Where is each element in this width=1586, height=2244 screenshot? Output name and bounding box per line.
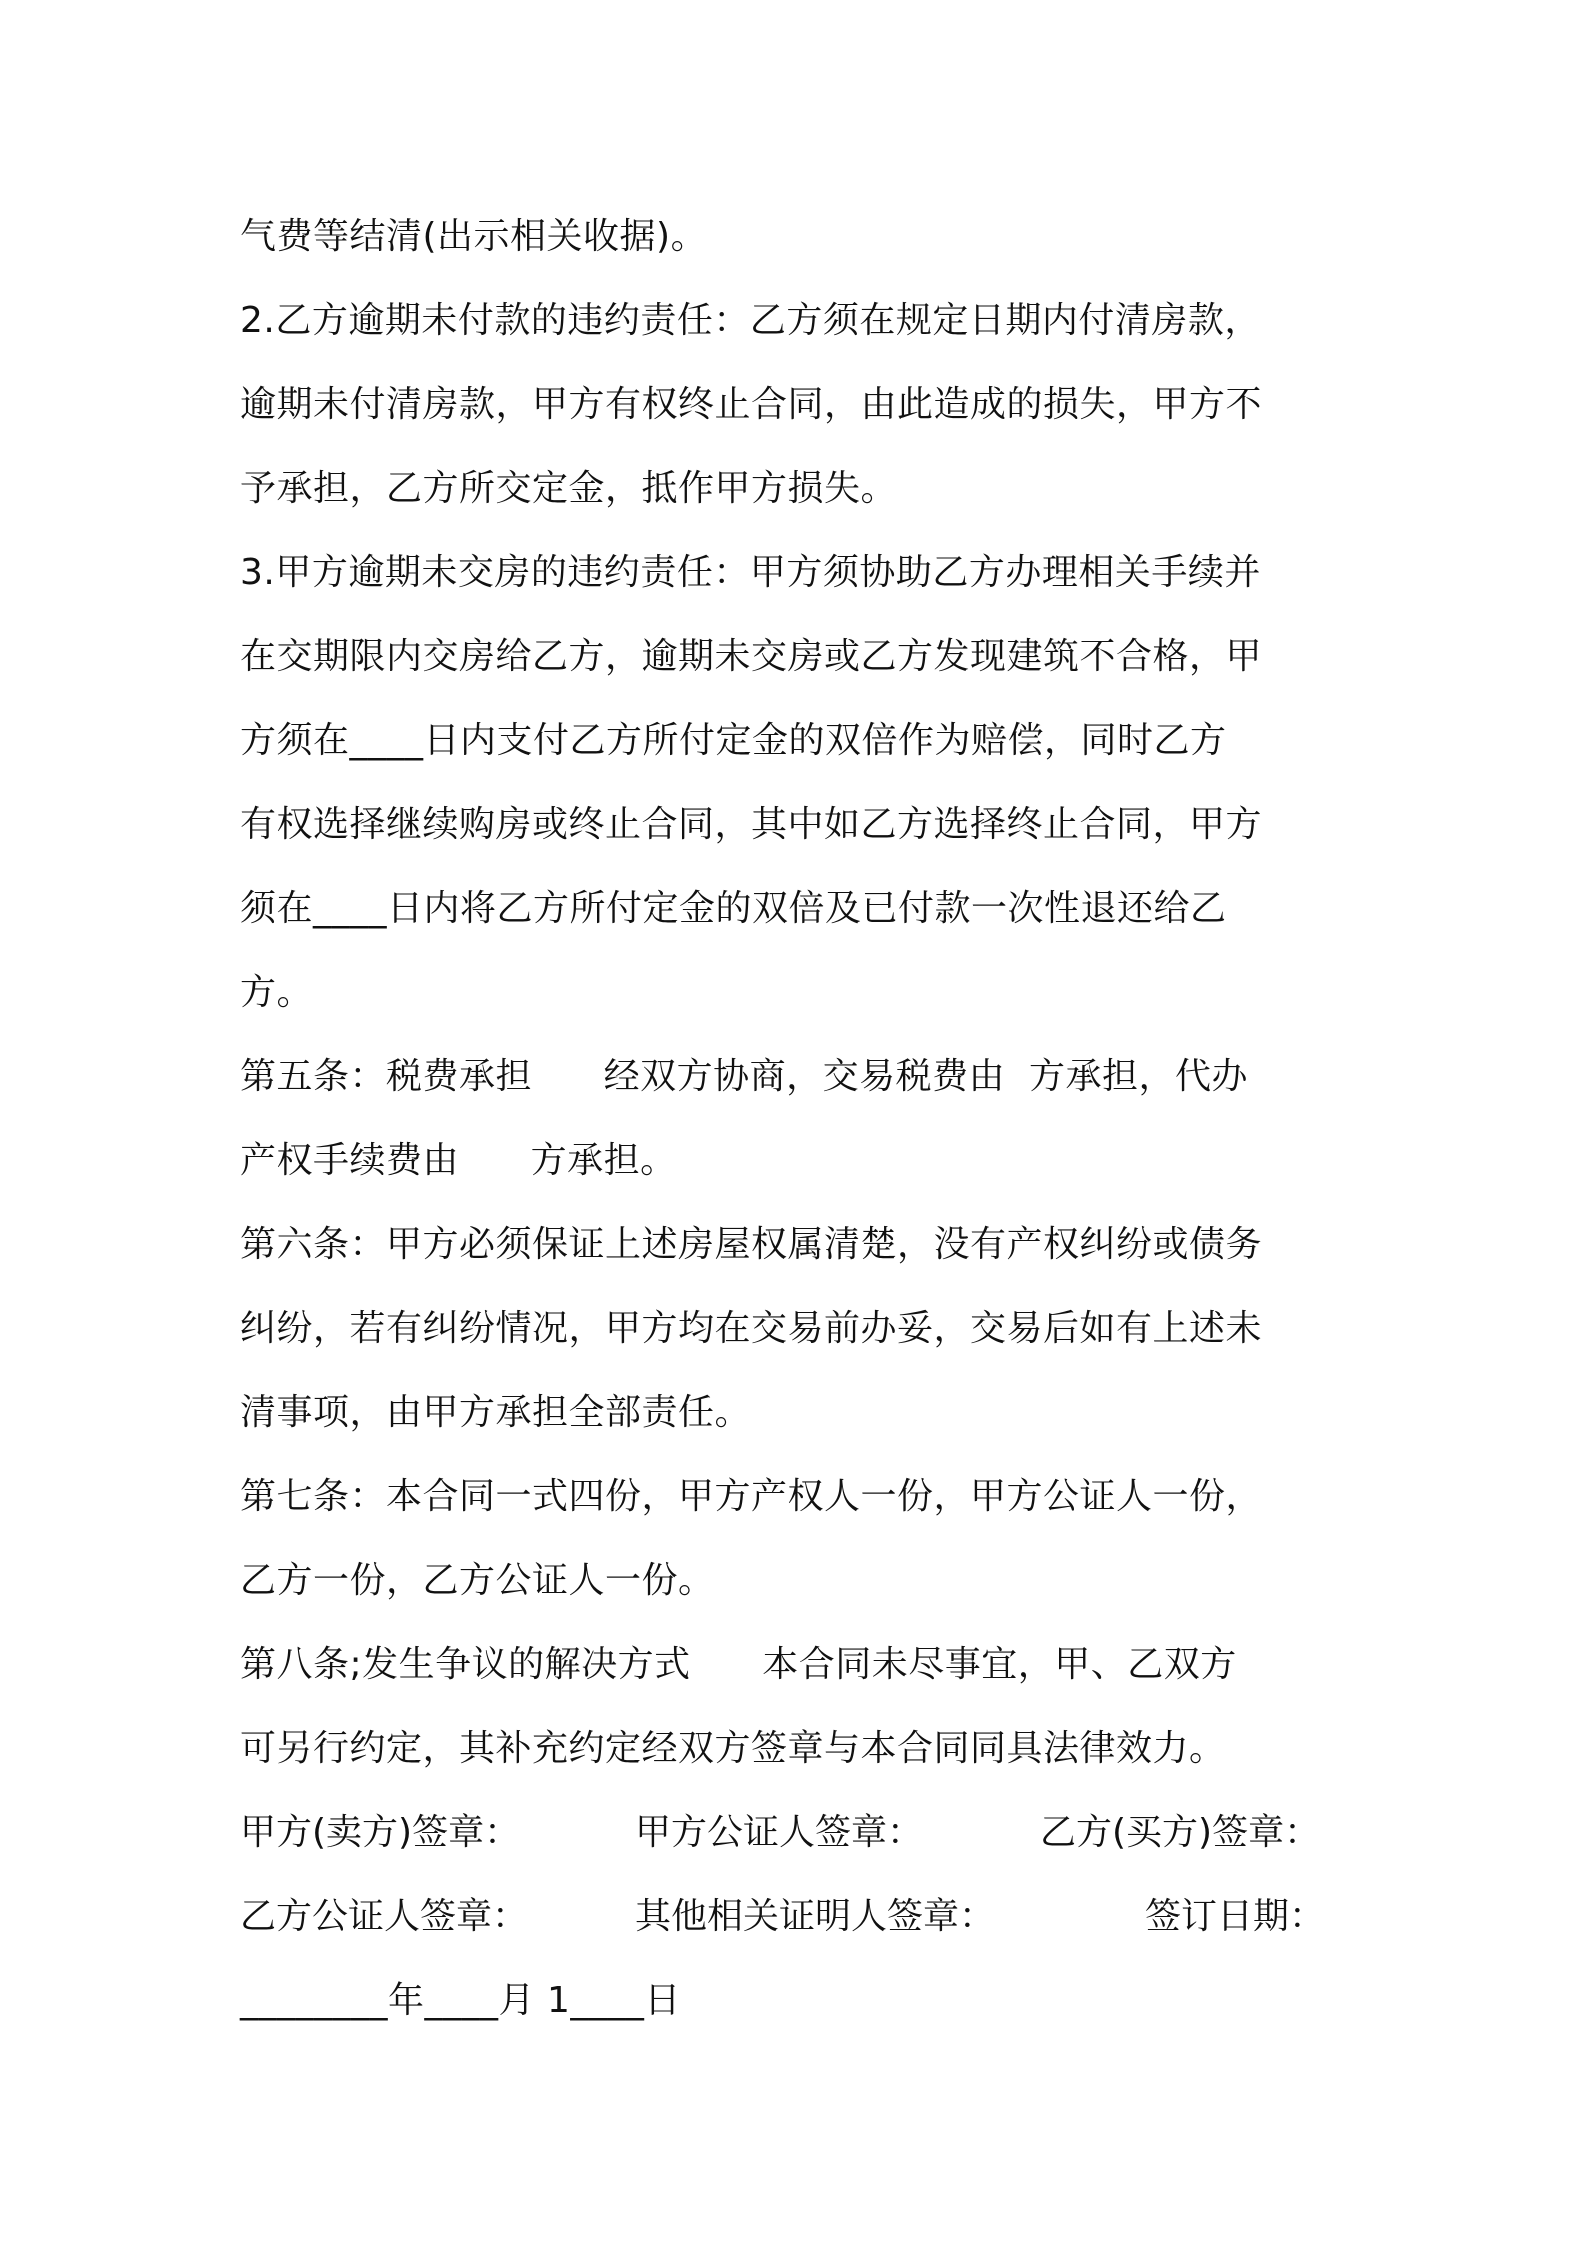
signing-date-label: 签订日期： [1145,1896,1326,1937]
text-line: 在交期限内交房给乙方，逾期未交房或乙方发现建筑不合格，甲 [240,636,1263,677]
signature-row-2 [240,1875,1360,1959]
text-line: 逾期未付清房款，甲方有权终止合同，由此造成的损失，甲方不 [240,384,1263,425]
other-witness-signature-label: 其他相关证明人签章： [635,1896,996,1937]
text-line: 须在____日内将乙方所付定金的双倍及已付款一次性退还给乙 [240,888,1227,929]
text-line: 清事项，由甲方承担全部责任。 [240,1392,752,1433]
seller-signature-label: 甲方(卖方)签章： [240,1812,521,1853]
seller-notary-signature-label: 甲方公证人签章： [635,1812,924,1853]
signature-row-1 [240,1791,1360,1875]
text-line: 乙方一份，乙方公证人一份。 [240,1560,715,1601]
date-line: ________年____月 1____日 [240,1980,681,2021]
text-line: 第六条：甲方必须保证上述房屋权属清楚，没有产权纠纷或债务 [240,1224,1263,1265]
contract-body [240,195,1360,2043]
text-line: 第七条：本合同一式四份，甲方产权人一份，甲方公证人一份， [240,1476,1263,1517]
text-line: 有权选择继续购房或终止合同，其中如乙方选择终止合同，甲方 [240,804,1263,845]
text-line: 3.甲方逾期未交房的违约责任：甲方须协助乙方办理相关手续并 [240,552,1261,593]
text-line: 可另行约定，其补充约定经双方签章与本合同同具法律效力。 [240,1728,1226,1769]
buyer-signature-label: 乙方(买方)签章： [1040,1812,1321,1853]
buyer-notary-signature-label: 乙方公证人签章： [240,1896,529,1937]
text-line: 方须在____日内支付乙方所付定金的双倍作为赔偿，同时乙方 [240,720,1227,761]
text-line: 2.乙方逾期未付款的违约责任：乙方须在规定日期内付清房款， [240,300,1261,341]
text-line: 第五条：税费承担 经双方协商，交易税费由 方承担，代办 [240,1056,1249,1097]
text-line: 予承担，乙方所交定金，抵作甲方损失。 [240,468,898,509]
text-line: 气费等结清(出示相关收据)。 [240,216,708,257]
text-line: 方。 [240,972,314,1013]
text-line: 产权手续费由 方承担。 [240,1140,677,1181]
text-line: 纠纷，若有纠纷情况，甲方均在交易前办妥，交易后如有上述未 [240,1308,1263,1349]
text-line: 第八条;发生争议的解决方式 本合同未尽事宜，甲、乙双方 [240,1644,1237,1685]
